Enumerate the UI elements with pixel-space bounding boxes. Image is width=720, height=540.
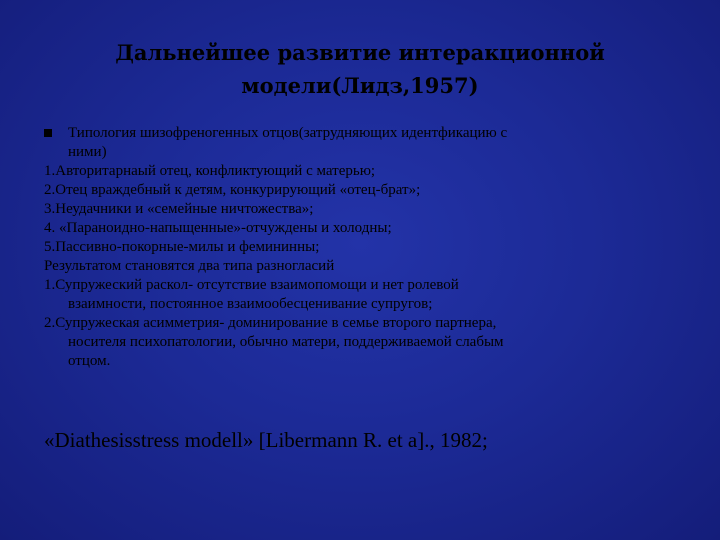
slide-body <box>44 124 684 371</box>
list-item-8-line-1: 2.Супружеская асимметрия- доминирование в семье второго партнера, <box>44 315 497 331</box>
bullet-text-line-1: Типология шизофреногенных отцов(затрудняющих идентфикацию с <box>68 125 508 141</box>
bullet-paragraph <box>44 124 684 162</box>
list-item-7-line-1: 1.Супружеский раскол- отсутствие взаимопомощи и нет ролевой <box>44 277 459 293</box>
title-line-1: Дальнейшее развитие интеракционной <box>115 40 605 65</box>
slide-title <box>60 36 660 102</box>
list-item: 5.Пассивно-покорные-милы и фемининны; <box>44 239 320 255</box>
list-item: 4. «Параноидно-напыщенные»-отчуждены и холодны; <box>44 220 392 236</box>
list-item: 2.Отец враждебный к детям, конкурирующий «отец-брат»; <box>44 182 421 198</box>
list-item: 3.Неудачники и «семейные ничтожества»; <box>44 201 314 217</box>
square-bullet-icon <box>44 129 52 137</box>
list-item-8-line-3: отцом. <box>68 353 111 369</box>
bullet-text-line-2: ними) <box>68 144 107 160</box>
list-item: Результатом становятся два типа разногласий <box>44 258 335 274</box>
reference-line: «Diathesisstress modell» [Libermann R. et a]., 1982; <box>44 428 488 452</box>
title-line-2: модели(Лидз,1957) <box>241 73 479 98</box>
list-item-8-line-2: носителя психопатологии, обычно матери, поддерживаемой слабым <box>68 334 504 350</box>
list-item: 1.Авторитарнаый отец, конфликтующий с матерью; <box>44 163 376 179</box>
list-item-7-line-2: взаимности, постоянное взаимообесценивание супругов; <box>68 296 433 312</box>
